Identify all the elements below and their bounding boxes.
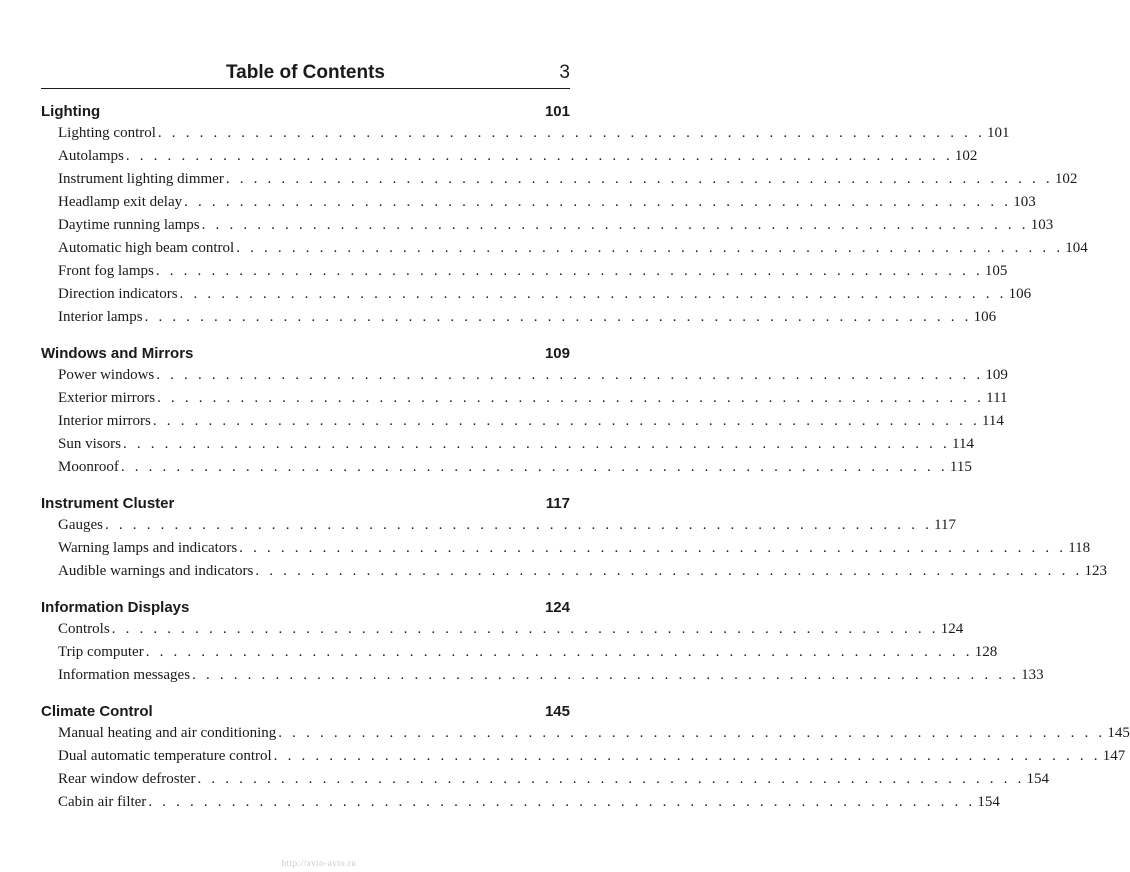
entry-title: Exterior mirrors	[58, 390, 156, 406]
entry-page-number: 109	[985, 367, 1008, 383]
toc-entry[interactable]	[41, 560, 1107, 583]
toc-entry[interactable]	[41, 768, 1050, 791]
entry-title: Interior mirrors	[58, 413, 151, 429]
section-title: Climate Control	[41, 703, 153, 720]
toc-entry[interactable]	[41, 514, 957, 537]
entry-page-number: 128	[974, 644, 998, 660]
toc-section	[41, 701, 1130, 814]
page-number: 3	[559, 62, 570, 83]
toc-sections	[41, 101, 1130, 814]
entry-page-number: 111	[986, 390, 1008, 406]
entry-page-number: 154	[977, 794, 1000, 810]
entry-page-number: 145	[1107, 725, 1130, 741]
toc-entry[interactable]	[41, 722, 1130, 745]
entry-title: Manual heating and air conditioning	[58, 725, 277, 741]
dot-leader: . . . . . . . . . . . . . . . . . . . . . . . . . . . . . . . . . . . . . . . . . . . . . . . . . . . . . . . . . . . .	[144, 309, 972, 325]
entry-title: Warning lamps and indicators	[58, 540, 238, 556]
page-title: Table of Contents	[225, 62, 386, 83]
dot-leader: . . . . . . . . . . . . . . . . . . . . . . . . . . . . . . . . . . . . . . . . . . . . . . . . . . . . . . . . . . . .	[273, 748, 1101, 764]
entry-page-number: 117	[934, 517, 957, 533]
dot-leader: . . . . . . . . . . . . . . . . . . . . . . . . . . . . . . . . . . . . . . . . . . . . . . . . . . . . . . . . . . . .	[155, 263, 983, 279]
section-title: Information Displays	[41, 599, 190, 616]
dot-leader: . . . . . . . . . . . . . . . . . . . . . . . . . . . . . . . . . . . . . . . . . . . . . . . . . . . . . . . . . . . .	[201, 217, 1029, 233]
dot-leader: . . . . . . . . . . . . . . . . . . . . . . . . . . . . . . . . . . . . . . . . . . . . . . . . . . . . . . . . . . . .	[179, 286, 1007, 302]
toc-entry[interactable]	[41, 364, 1008, 387]
entry-page-number: 124	[940, 621, 964, 637]
toc-section	[41, 101, 1088, 329]
entry-page-number: 106	[1008, 286, 1032, 302]
toc-section	[41, 343, 1008, 479]
section-heading[interactable]	[41, 597, 570, 618]
entry-title: Automatic high beam control	[58, 240, 235, 256]
entry-page-number: 118	[1068, 540, 1091, 556]
toc-entry[interactable]	[41, 664, 1044, 687]
entry-page-number: 104	[1065, 240, 1088, 256]
toc-section	[41, 597, 1044, 687]
entry-title: Front fog lamps	[58, 263, 154, 279]
toc-entry[interactable]	[41, 410, 1004, 433]
entry-title: Direction indicators	[58, 286, 178, 302]
dot-leader: . . . . . . . . . . . . . . . . . . . . . . . . . . . . . . . . . . . . . . . . . . . . . . . . . . . . . . . . . . . .	[236, 240, 1064, 256]
footer-watermark-url: http://avto-avto.ru	[281, 858, 357, 868]
dot-leader: . . . . . . . . . . . . . . . . . . . . . . . . . . . . . . . . . . . . . . . . . . . . . . . . . . . . . . . . . . . .	[120, 459, 948, 475]
entry-title: Moonroof	[58, 459, 119, 475]
toc-entry[interactable]	[41, 537, 1091, 560]
entry-page-number: 114	[981, 413, 1004, 429]
dot-leader: . . . . . . . . . . . . . . . . . . . . . . . . . . . . . . . . . . . . . . . . . . . . . . . . . . . . . . . . . . . .	[105, 517, 933, 533]
dot-leader: . . . . . . . . . . . . . . . . . . . . . . . . . . . . . . . . . . . . . . . . . . . . . . . . . . . . . . . . . . . .	[157, 390, 985, 406]
entry-page-number: 101	[986, 125, 1010, 141]
entry-title: Sun visors	[58, 436, 121, 452]
toc-entry[interactable]	[41, 214, 1054, 237]
section-heading[interactable]	[41, 343, 570, 364]
page-header	[41, 58, 570, 89]
toc-entry[interactable]	[41, 122, 1010, 145]
toc-page	[41, 58, 1130, 828]
dot-leader: . . . . . . . . . . . . . . . . . . . . . . . . . . . . . . . . . . . . . . . . . . . . . . . . . . . . . . . . . . . .	[157, 125, 985, 141]
dot-leader: . . . . . . . . . . . . . . . . . . . . . . . . . . . . . . . . . . . . . . . . . . . . . . . . . . . . . . . . . . . .	[255, 563, 1083, 579]
section-heading[interactable]	[41, 101, 570, 122]
dot-leader: . . . . . . . . . . . . . . . . . . . . . . . . . . . . . . . . . . . . . . . . . . . . . . . . . . . . . . . . . . . .	[111, 621, 939, 637]
dot-leader: . . . . . . . . . . . . . . . . . . . . . . . . . . . . . . . . . . . . . . . . . . . . . . . . . . . . . . . . . . . .	[239, 540, 1067, 556]
toc-entry[interactable]	[41, 791, 1000, 814]
dot-leader: . . . . . . . . . . . . . . . . . . . . . . . . . . . . . . . . . . . . . . . . . . . . . . . . . . . . . . . . . . . .	[225, 171, 1053, 187]
entry-title: Lighting control	[58, 125, 156, 141]
toc-entry[interactable]	[41, 433, 974, 456]
section-heading[interactable]	[41, 701, 570, 722]
section-page-number: 117	[545, 495, 570, 512]
dot-leader: . . . . . . . . . . . . . . . . . . . . . . . . . . . . . . . . . . . . . . . . . . . . . . . . . . . . . . . . . . . .	[197, 771, 1025, 787]
entry-title: Daytime running lamps	[58, 217, 200, 233]
entry-title: Power windows	[58, 367, 155, 383]
entry-page-number: 103	[1030, 217, 1054, 233]
section-title: Instrument Cluster	[41, 495, 175, 512]
entry-title: Cabin air filter	[58, 794, 147, 810]
entry-title: Audible warnings and indicators	[58, 563, 254, 579]
dot-leader: . . . . . . . . . . . . . . . . . . . . . . . . . . . . . . . . . . . . . . . . . . . . . . . . . . . . . . . . . . . .	[148, 794, 976, 810]
toc-entry[interactable]	[41, 260, 1008, 283]
entry-page-number: 115	[949, 459, 972, 475]
section-heading[interactable]	[41, 493, 570, 514]
entry-page-number: 154	[1026, 771, 1050, 787]
entry-page-number: 105	[984, 263, 1008, 279]
entry-title: Controls	[58, 621, 110, 637]
section-title: Windows and Mirrors	[41, 345, 194, 362]
entry-page-number: 103	[1013, 194, 1036, 210]
toc-entry[interactable]	[41, 168, 1078, 191]
toc-entry[interactable]	[41, 306, 997, 329]
entry-title: Gauges	[58, 517, 103, 533]
toc-entry[interactable]	[41, 191, 1036, 214]
entry-page-number: 114	[952, 436, 974, 452]
section-page-number: 101	[544, 103, 570, 120]
section-page-number: 124	[544, 599, 570, 616]
entry-page-number: 123	[1084, 563, 1107, 579]
entry-title: Trip computer	[58, 644, 144, 660]
entry-title: Rear window defroster	[58, 771, 196, 787]
entry-title: Information messages	[58, 667, 191, 683]
toc-entry[interactable]	[41, 145, 978, 168]
dot-leader: . . . . . . . . . . . . . . . . . . . . . . . . . . . . . . . . . . . . . . . . . . . . . . . . . . . . . . . . . . . .	[192, 667, 1020, 683]
entry-title: Dual automatic temperature control	[58, 748, 272, 764]
dot-leader: . . . . . . . . . . . . . . . . . . . . . . . . . . . . . . . . . . . . . . . . . . . . . . . . . . . . . . . . . . . .	[184, 194, 1012, 210]
toc-entry[interactable]	[41, 641, 998, 664]
section-title: Lighting	[41, 103, 101, 120]
dot-leader: . . . . . . . . . . . . . . . . . . . . . . . . . . . . . . . . . . . . . . . . . . . . . . . . . . . . . . . . . . . .	[125, 148, 953, 164]
entry-page-number: 102	[1054, 171, 1078, 187]
section-page-number: 109	[544, 345, 570, 362]
entry-page-number: 147	[1102, 748, 1126, 764]
dot-leader: . . . . . . . . . . . . . . . . . . . . . . . . . . . . . . . . . . . . . . . . . . . . . . . . . . . . . . . . . . . .	[122, 436, 950, 452]
toc-entry[interactable]	[41, 387, 1008, 410]
section-page-number: 145	[544, 703, 570, 720]
toc-entry[interactable]	[41, 283, 1032, 306]
entry-page-number: 106	[973, 309, 997, 325]
toc-entry[interactable]	[41, 618, 964, 641]
toc-entry[interactable]	[41, 745, 1126, 768]
entry-title: Autolamps	[58, 148, 124, 164]
dot-leader: . . . . . . . . . . . . . . . . . . . . . . . . . . . . . . . . . . . . . . . . . . . . . . . . . . . . . . . . . . . .	[145, 644, 973, 660]
dot-leader: . . . . . . . . . . . . . . . . . . . . . . . . . . . . . . . . . . . . . . . . . . . . . . . . . . . . . . . . . . . .	[278, 725, 1106, 741]
dot-leader: . . . . . . . . . . . . . . . . . . . . . . . . . . . . . . . . . . . . . . . . . . . . . . . . . . . . . . . . . . . .	[156, 367, 984, 383]
entry-title: Headlamp exit delay	[58, 194, 183, 210]
entry-page-number: 133	[1021, 667, 1044, 683]
entry-page-number: 102	[954, 148, 978, 164]
dot-leader: . . . . . . . . . . . . . . . . . . . . . . . . . . . . . . . . . . . . . . . . . . . . . . . . . . . . . . . . . . . .	[152, 413, 980, 429]
toc-entry[interactable]	[41, 456, 972, 479]
entry-title: Interior lamps	[58, 309, 143, 325]
toc-section	[41, 493, 1107, 583]
entry-title: Instrument lighting dimmer	[58, 171, 224, 187]
toc-entry[interactable]	[41, 237, 1088, 260]
